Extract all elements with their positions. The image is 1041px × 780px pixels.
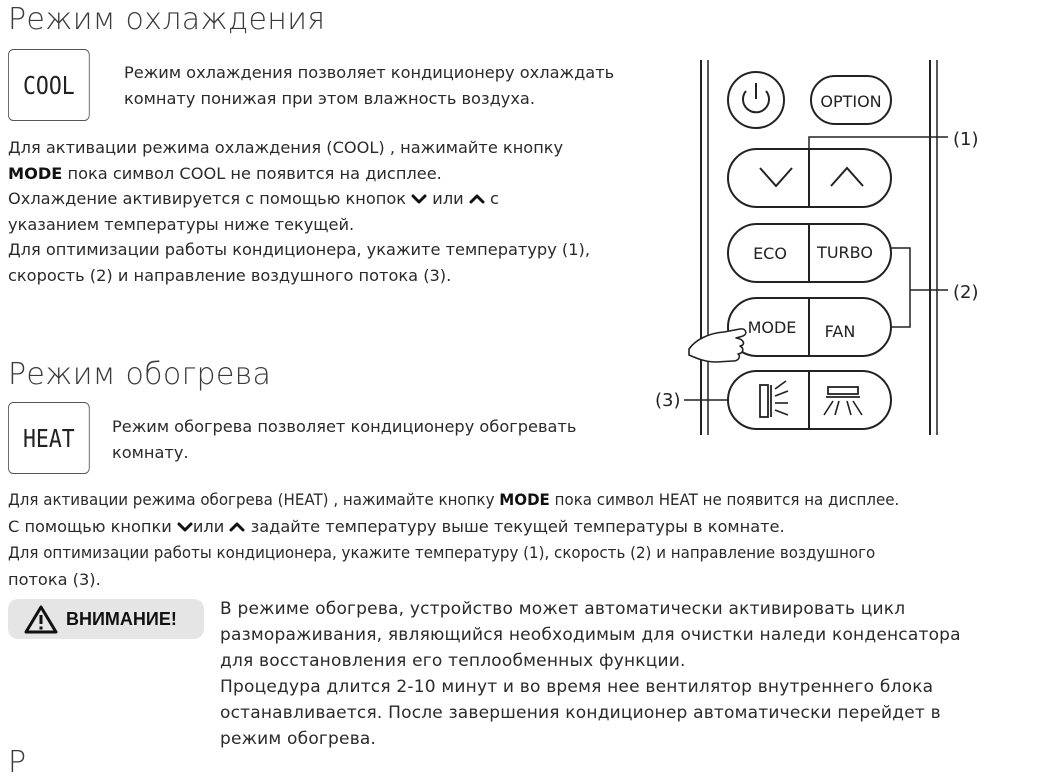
cool-intro-line-1: Режим охлаждения позволяет кондиционеру охлаждать xyxy=(124,63,615,82)
heat-intro xyxy=(112,414,576,466)
warning-badge xyxy=(8,599,204,639)
heat-p2-mid: или xyxy=(192,516,230,536)
heat-instructions xyxy=(8,487,966,593)
cool-p2-end: с xyxy=(484,189,499,208)
callout-1: (1) xyxy=(953,129,979,150)
hand-pointer-icon xyxy=(689,329,746,362)
warning-line-3: для восстановления его теплообменных функции. xyxy=(220,651,686,671)
remote-control-illustration xyxy=(640,55,1035,445)
cool-p3-line1: Для оптимизации работы кондиционера, укажите температуру (1), xyxy=(8,240,590,259)
cool-p2-line1 xyxy=(8,186,590,212)
callout-2: (2) xyxy=(953,282,979,303)
cool-instructions xyxy=(8,135,590,288)
heat-p3-line1: Для оптимизации работы кондиционера, укажите температуру (1), скорость (2) и направление воздушного xyxy=(8,543,876,562)
cool-p2-mid: или xyxy=(427,189,469,208)
next-heading-partial: Р xyxy=(8,745,27,780)
warning-line-4: Процедура длится 2-10 минут и во время нее вентилятор внутреннего блока xyxy=(220,677,934,697)
warning-label: ВНИМАНИЕ! xyxy=(66,608,177,629)
chevron-up-icon xyxy=(469,193,485,205)
eco-turbo-buttons[interactable] xyxy=(728,224,891,282)
heat-intro-line-1: Режим обогрева позволяет кондиционеру обогревать xyxy=(112,417,577,436)
cool-intro xyxy=(124,60,614,112)
power-button[interactable] xyxy=(728,72,784,128)
chevron-down-icon xyxy=(411,193,427,205)
eco-label: ECO xyxy=(753,244,787,263)
mode-bold: MODE xyxy=(8,163,63,183)
heat-p1-start: Для активации режима обогрева (HEAT) , нажимайте кнопку xyxy=(8,490,500,509)
warning-line-5: останавливается. После завершения кондиционер автоматически перейдет в xyxy=(220,703,941,723)
warning-line-2: размораживания, являющийся необходимым для очистки наледи конденсатора xyxy=(220,625,961,645)
heat-p1-end: пока символ HEAT не появится на дисплее. xyxy=(549,490,900,509)
cool-intro-line-2: комнату понижая при этом влажность воздуха. xyxy=(124,89,535,108)
airflow-buttons[interactable] xyxy=(728,371,891,429)
warning-line-6: режим обогрева. xyxy=(220,729,377,749)
heat-p2-line xyxy=(8,514,966,541)
temperature-buttons[interactable] xyxy=(728,149,891,207)
chevron-up-icon xyxy=(229,521,245,533)
cool-badge: COOL xyxy=(8,49,90,121)
mode-bold-heat: MODE xyxy=(499,490,550,509)
heat-p2-end: задайте температуру выше текущей температуры в комнате. xyxy=(245,516,785,536)
option-label: OPTION xyxy=(820,92,882,111)
cool-p3-line2: скорость (2) и направление воздушного потока (3). xyxy=(8,265,452,285)
warning-triangle-icon xyxy=(24,604,58,634)
warning-line-1: В режиме обогрева, устройство может автоматически активировать цикл xyxy=(220,599,906,619)
callout-3: (3) xyxy=(655,390,681,411)
heat-intro-line-2: комнату. xyxy=(112,443,189,462)
heat-badge: HEAT xyxy=(8,402,90,474)
cool-heading: Режим охлаждения xyxy=(8,2,326,37)
heat-p1-line xyxy=(8,487,899,514)
cool-p1-line1: Для активации режима охлаждения (COOL) , нажимайте кнопку xyxy=(8,138,564,157)
cool-p1-end: пока символ COOL не появится на дисплее. xyxy=(62,163,442,183)
option-button[interactable] xyxy=(811,76,891,124)
cool-p1-line2 xyxy=(8,161,590,187)
heat-p2-start: С помощью кнопки xyxy=(8,516,177,536)
chevron-down-icon xyxy=(177,521,193,533)
turbo-label: TURBO xyxy=(817,243,873,262)
mode-fan-buttons[interactable] xyxy=(728,298,891,356)
mode-label: MODE xyxy=(747,318,797,337)
warning-text xyxy=(220,596,961,752)
heat-heading: Режим обогрева xyxy=(8,357,272,392)
cool-p2-line2: указанием температуры ниже текущей. xyxy=(8,214,355,234)
heat-p3-line2: потока (3). xyxy=(8,569,101,589)
cool-p2-start: Охлаждение активируется с помощью кнопок xyxy=(8,189,412,208)
fan-label: FAN xyxy=(824,322,856,341)
